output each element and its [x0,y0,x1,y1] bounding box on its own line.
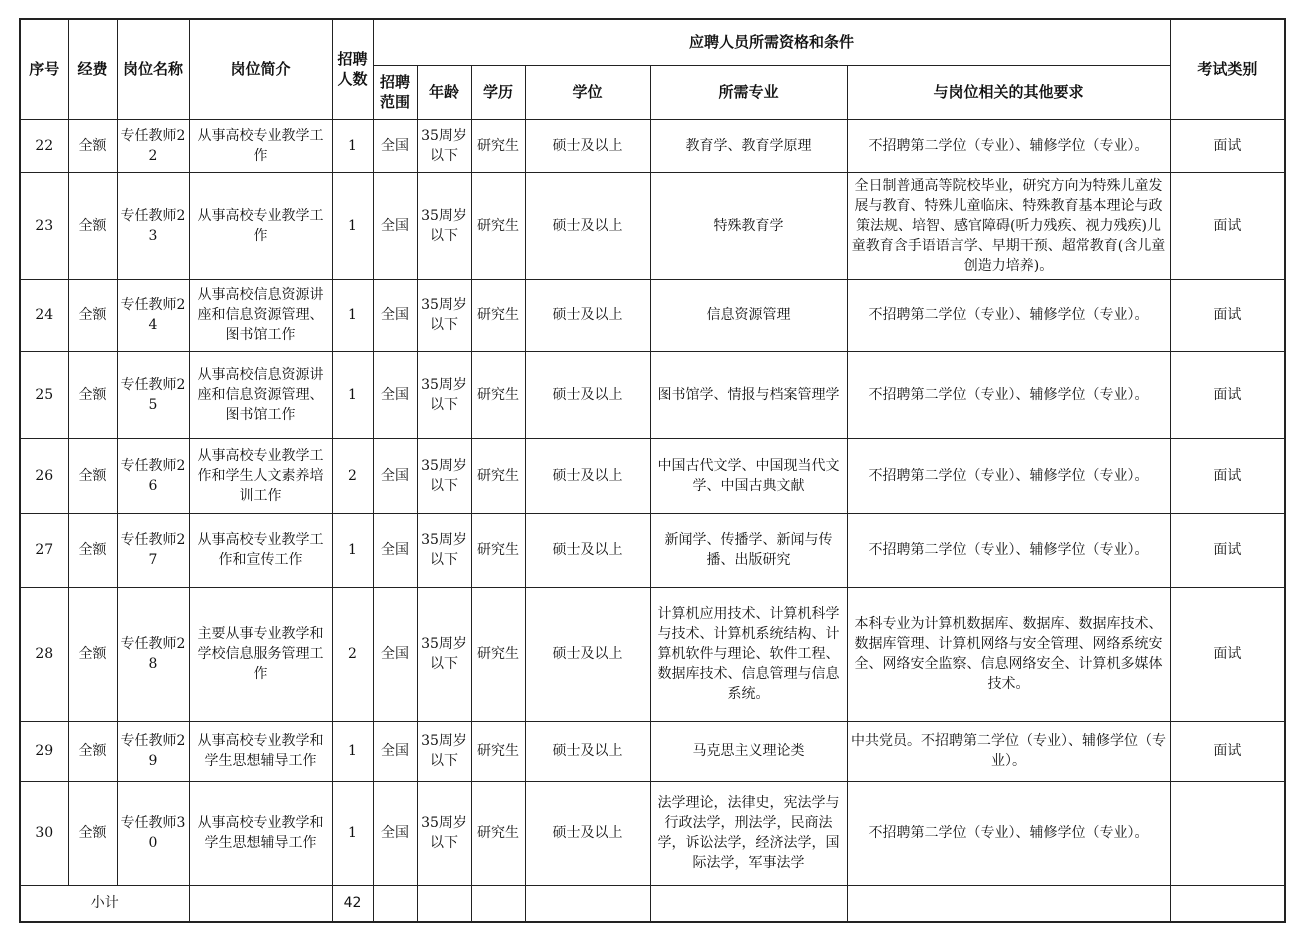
header-post-intro: 岗位简介 [189,19,332,119]
cell-major: 计算机应用技术、计算机科学与技术、计算机系统结构、计算机软件与理论、软件工程、数据库技术、信息管理与信息系统。 [650,587,847,721]
cell-post-name: 专任教师24 [117,279,189,351]
cell-age: 35周岁以下 [417,587,471,721]
cell-degree: 硕士及以上 [525,279,650,351]
cell-scope: 全国 [373,587,417,721]
cell-hire-count: 2 [332,438,373,513]
cell-scope: 全国 [373,513,417,587]
cell-other: 不招聘第二学位（专业）、辅修学位（专业）。 [847,513,1170,587]
table-row [20,721,1285,781]
cell-hire-count: 1 [332,721,373,781]
cell-seq: 23 [20,172,68,279]
cell-exam: 面试 [1170,172,1285,279]
cell-scope: 全国 [373,172,417,279]
subtotal-empty-exam [1170,885,1285,922]
cell-exam: 面试 [1170,513,1285,587]
cell-post-intro: 从事高校专业教学工作 [189,119,332,172]
subtotal-value: 42 [332,885,373,922]
cell-degree: 硕士及以上 [525,513,650,587]
cell-funding: 全额 [68,721,117,781]
table-row [20,781,1285,885]
header-seq: 序号 [20,19,68,119]
cell-other: 不招聘第二学位（专业）、辅修学位（专业）。 [847,279,1170,351]
cell-exam: 面试 [1170,587,1285,721]
cell-education: 研究生 [471,172,525,279]
cell-post-name: 专任教师22 [117,119,189,172]
subtotal-empty-other [847,885,1170,922]
cell-other: 不招聘第二学位（专业）、辅修学位（专业）。 [847,438,1170,513]
cell-degree: 硕士及以上 [525,351,650,438]
cell-seq: 22 [20,119,68,172]
cell-scope: 全国 [373,721,417,781]
cell-funding: 全额 [68,119,117,172]
cell-seq: 27 [20,513,68,587]
cell-scope: 全国 [373,119,417,172]
cell-age: 35周岁以下 [417,172,471,279]
table-row [20,119,1285,172]
cell-post-intro: 从事高校信息资源讲座和信息资源管理、图书馆工作 [189,279,332,351]
cell-education: 研究生 [471,781,525,885]
cell-seq: 29 [20,721,68,781]
recruitment-table [19,18,1286,923]
cell-post-intro: 从事高校专业教学和学生思想辅导工作 [189,781,332,885]
cell-age: 35周岁以下 [417,513,471,587]
cell-scope: 全国 [373,351,417,438]
cell-major: 特殊教育学 [650,172,847,279]
cell-major: 马克思主义理论类 [650,721,847,781]
cell-other: 不招聘第二学位（专业）、辅修学位（专业）。 [847,119,1170,172]
cell-funding: 全额 [68,279,117,351]
cell-degree: 硕士及以上 [525,781,650,885]
table-row [20,587,1285,721]
cell-age: 35周岁以下 [417,119,471,172]
subtotal-empty-education [471,885,525,922]
cell-major: 法学理论，法律史，宪法学与行政法学，刑法学，民商法学，诉讼法学，经济法学，国际法学，军事法学 [650,781,847,885]
cell-post-name: 专任教师27 [117,513,189,587]
subtotal-empty-scope [373,885,417,922]
header-exam: 考试类别 [1170,19,1285,119]
cell-funding: 全额 [68,781,117,885]
header-funding: 经费 [68,19,117,119]
table-row [20,513,1285,587]
cell-funding: 全额 [68,438,117,513]
cell-degree: 硕士及以上 [525,119,650,172]
cell-post-intro: 从事高校专业教学工作 [189,172,332,279]
cell-other: 本科专业为计算机数据库、数据库、数据库技术、数据库管理、计算机网络与安全管理、网络系统安全、网络安全监察、信息网络安全、计算机多媒体技术。 [847,587,1170,721]
cell-education: 研究生 [471,513,525,587]
cell-seq: 28 [20,587,68,721]
cell-funding: 全额 [68,351,117,438]
header-post-name: 岗位名称 [117,19,189,119]
header-major: 所需专业 [650,65,847,119]
cell-age: 35周岁以下 [417,781,471,885]
cell-degree: 硕士及以上 [525,721,650,781]
header-hire-count: 招聘人数 [332,19,373,119]
subtotal-empty-intro [189,885,332,922]
cell-scope: 全国 [373,279,417,351]
cell-seq: 25 [20,351,68,438]
cell-major: 教育学、教育学原理 [650,119,847,172]
table-row [20,172,1285,279]
cell-education: 研究生 [471,351,525,438]
cell-post-name: 专任教师23 [117,172,189,279]
cell-age: 35周岁以下 [417,438,471,513]
cell-education: 研究生 [471,119,525,172]
cell-hire-count: 1 [332,119,373,172]
cell-major: 信息资源管理 [650,279,847,351]
cell-seq: 24 [20,279,68,351]
table-row [20,351,1285,438]
cell-hire-count: 1 [332,279,373,351]
cell-post-intro: 从事高校信息资源讲座和信息资源管理、图书馆工作 [189,351,332,438]
cell-other: 不招聘第二学位（专业）、辅修学位（专业）。 [847,781,1170,885]
cell-post-intro: 从事高校专业教学工作和学生人文素养培训工作 [189,438,332,513]
cell-post-intro: 从事高校专业教学和学生思想辅导工作 [189,721,332,781]
cell-post-intro: 主要从事专业教学和学校信息服务管理工作 [189,587,332,721]
subtotal-label: 小计 [20,885,189,922]
subtotal-empty-degree [525,885,650,922]
cell-post-name: 专任教师29 [117,721,189,781]
cell-education: 研究生 [471,279,525,351]
cell-other: 不招聘第二学位（专业）、辅修学位（专业）。 [847,351,1170,438]
cell-exam [1170,781,1285,885]
subtotal-empty-age [417,885,471,922]
cell-major: 中国古代文学、中国现当代文学、中国古典文献 [650,438,847,513]
header-qualifications: 应聘人员所需资格和条件 [373,19,1170,65]
subtotal-row [20,885,1285,922]
header-scope: 招聘范围 [373,65,417,119]
cell-funding: 全额 [68,513,117,587]
table-row [20,438,1285,513]
header-age: 年龄 [417,65,471,119]
cell-exam: 面试 [1170,721,1285,781]
cell-hire-count: 2 [332,587,373,721]
cell-major: 新闻学、传播学、新闻与传播、出版研究 [650,513,847,587]
table-row [20,279,1285,351]
cell-other: 全日制普通高等院校毕业，研究方向为特殊儿童发展与教育、特殊儿童临床、特殊教育基本理论与政策法规、培智、感官障碍(听力残疾、视力残疾)儿童教育含手语语言学、早期干预、超常教育(含儿童创造力培养)。 [847,172,1170,279]
cell-education: 研究生 [471,438,525,513]
cell-age: 35周岁以下 [417,351,471,438]
cell-hire-count: 1 [332,351,373,438]
cell-degree: 硕士及以上 [525,587,650,721]
cell-age: 35周岁以下 [417,721,471,781]
cell-post-name: 专任教师28 [117,587,189,721]
cell-exam: 面试 [1170,279,1285,351]
cell-funding: 全额 [68,587,117,721]
cell-major: 图书馆学、情报与档案管理学 [650,351,847,438]
header-education: 学历 [471,65,525,119]
header-other: 与岗位相关的其他要求 [847,65,1170,119]
cell-scope: 全国 [373,781,417,885]
cell-age: 35周岁以下 [417,279,471,351]
cell-seq: 30 [20,781,68,885]
cell-post-name: 专任教师26 [117,438,189,513]
cell-education: 研究生 [471,587,525,721]
cell-degree: 硕士及以上 [525,438,650,513]
cell-hire-count: 1 [332,172,373,279]
cell-post-name: 专任教师25 [117,351,189,438]
cell-seq: 26 [20,438,68,513]
cell-degree: 硕士及以上 [525,172,650,279]
cell-post-intro: 从事高校专业教学工作和宣传工作 [189,513,332,587]
cell-education: 研究生 [471,721,525,781]
cell-funding: 全额 [68,172,117,279]
cell-exam: 面试 [1170,438,1285,513]
cell-other: 中共党员。不招聘第二学位（专业）、辅修学位（专业）。 [847,721,1170,781]
cell-hire-count: 1 [332,781,373,885]
cell-exam: 面试 [1170,119,1285,172]
cell-hire-count: 1 [332,513,373,587]
subtotal-empty-major [650,885,847,922]
cell-post-name: 专任教师30 [117,781,189,885]
cell-scope: 全国 [373,438,417,513]
header-degree: 学位 [525,65,650,119]
cell-exam: 面试 [1170,351,1285,438]
